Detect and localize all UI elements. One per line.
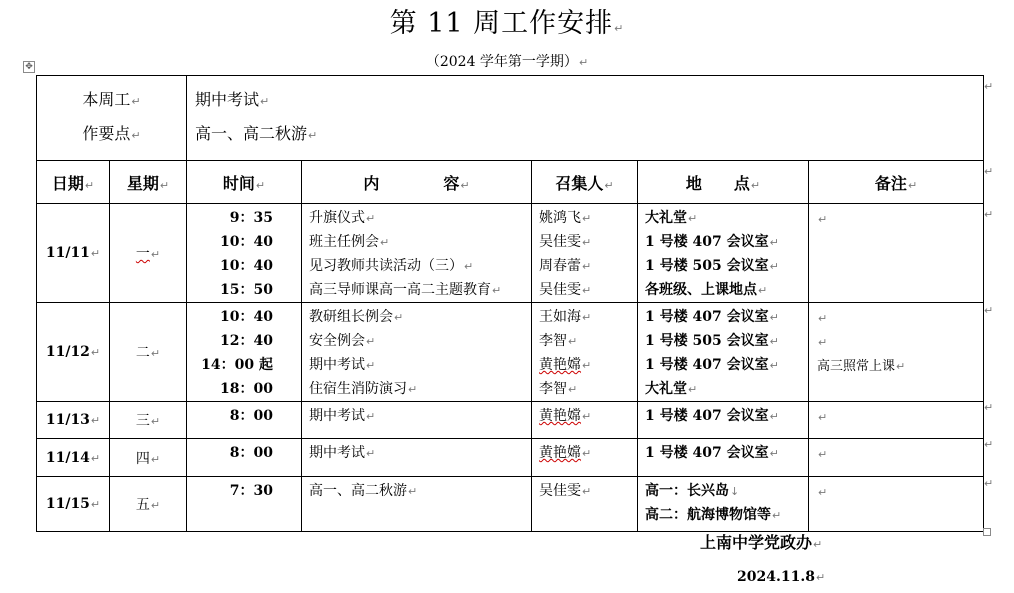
content-cell: 期中考试↵ xyxy=(302,402,532,439)
remarks-cell: ↵ xyxy=(809,439,984,477)
time-cell: 7：30 xyxy=(187,477,302,532)
office-signature: 上南中学党政办↵ xyxy=(700,533,823,552)
location-cell: 1 号楼 407 会议室↵ xyxy=(638,402,809,439)
row-end-mark: ↵ xyxy=(984,208,994,221)
header-convener: 召集人↵ xyxy=(532,161,638,204)
location-cell: 大礼堂↵ 1 号楼 407 会议室↵ 1 号楼 505 会议室↵ 各班级、上课地点↵ xyxy=(638,204,809,303)
location-cell: 高一：长兴岛↓ 高二：航海博物馆等↵ xyxy=(638,477,809,532)
convener-cell: 姚鸿飞↵ 吴佳雯↵ 周春蕾↵ 吴佳雯↵ xyxy=(532,204,638,303)
schedule-row xyxy=(37,402,984,439)
row-end-mark: ↵ xyxy=(984,477,994,490)
schedule-row xyxy=(37,303,984,402)
key-points-list xyxy=(187,76,984,161)
remarks-cell: ↵ xyxy=(809,402,984,439)
header-location: 地 点↵ xyxy=(638,161,809,204)
row-end-mark: ↵ xyxy=(984,304,994,317)
schedule-row xyxy=(37,204,984,303)
signature-date: 2024.11.8↵ xyxy=(737,569,826,585)
location-cell: 1 号楼 407 会议室↵ 1 号楼 505 会议室↵ 1 号楼 407 会议室↵ 大礼堂↵ xyxy=(638,303,809,402)
date-cell: 11/11↵ xyxy=(37,204,110,303)
convener-cell: 黄艳嫦↵ xyxy=(532,402,638,439)
key-points-label: 本周工↵ 作要点↵ xyxy=(37,76,187,161)
row-end-mark: ↵ xyxy=(984,438,994,451)
header-weekday: 星期↵ xyxy=(110,161,187,204)
date-cell: 11/15↵ xyxy=(37,477,110,532)
weekday-cell: 四↵ xyxy=(110,439,187,477)
weekday-cell: 二↵ xyxy=(110,303,187,402)
header-date: 日期↵ xyxy=(37,161,110,204)
time-cell: 8：00 xyxy=(187,439,302,477)
date-cell: 11/12↵ xyxy=(37,303,110,402)
date-cell: 11/14↵ xyxy=(37,439,110,477)
weekday-cell: 三↵ xyxy=(110,402,187,439)
remarks-cell: ↵ ↵ 高三照常上课↵ xyxy=(809,303,984,402)
header-time: 时间↵ xyxy=(187,161,302,204)
key-point-item: 期中考试↵ xyxy=(195,90,270,109)
schedule-table xyxy=(36,75,984,532)
date-cell: 11/13↵ xyxy=(37,402,110,439)
schedule-row xyxy=(37,439,984,477)
convener-cell: 吴佳雯↵ xyxy=(532,477,638,532)
remarks-cell: ↵ xyxy=(809,204,984,303)
content-cell: 高一、高二秋游↵ xyxy=(302,477,532,532)
header-row xyxy=(37,161,984,204)
content-cell: 期中考试↵ xyxy=(302,439,532,477)
location-cell: 1 号楼 407 会议室↵ xyxy=(638,439,809,477)
convener-cell: 王如海↵ 李智↵ 黄艳嫦↵ 李智↵ xyxy=(532,303,638,402)
semester-subtitle: （2024 学年第一学期）↵ xyxy=(425,54,589,70)
time-cell: 9：35 10：40 10：40 15：50 xyxy=(187,204,302,303)
weekday-cell: 一↵ xyxy=(110,204,187,303)
row-end-mark: ↵ xyxy=(984,401,994,414)
content-cell: 升旗仪式↵ 班主任例会↵ 见习教师共读活动（三）↵ 高三导师课高一高二主题教育↵ xyxy=(302,204,532,303)
content-cell: 教研组长例会↵ 安全例会↵ 期中考试↵ 住宿生消防演习↵ xyxy=(302,303,532,402)
header-remarks: 备注↵ xyxy=(809,161,984,204)
key-points-row xyxy=(37,76,984,161)
table-move-handle-icon[interactable]: ✥ xyxy=(23,61,35,73)
key-point-item: 高一、高二秋游↵ xyxy=(195,124,318,143)
convener-cell: 黄艳嫦↵ xyxy=(532,439,638,477)
weekday-cell: 五↵ xyxy=(110,477,187,532)
header-content: 内 容↵ xyxy=(302,161,532,204)
row-end-mark: ↵ xyxy=(984,165,994,178)
remarks-cell: ↵ xyxy=(809,477,984,532)
time-cell: 10：40 12：40 14：00 起 18：00 xyxy=(187,303,302,402)
time-cell: 8：00 xyxy=(187,402,302,439)
row-end-mark: ↵ xyxy=(984,80,994,93)
schedule-row xyxy=(37,477,984,532)
table-resize-handle[interactable] xyxy=(983,528,991,536)
page-title: 第 11 周工作安排↵ xyxy=(389,8,625,39)
